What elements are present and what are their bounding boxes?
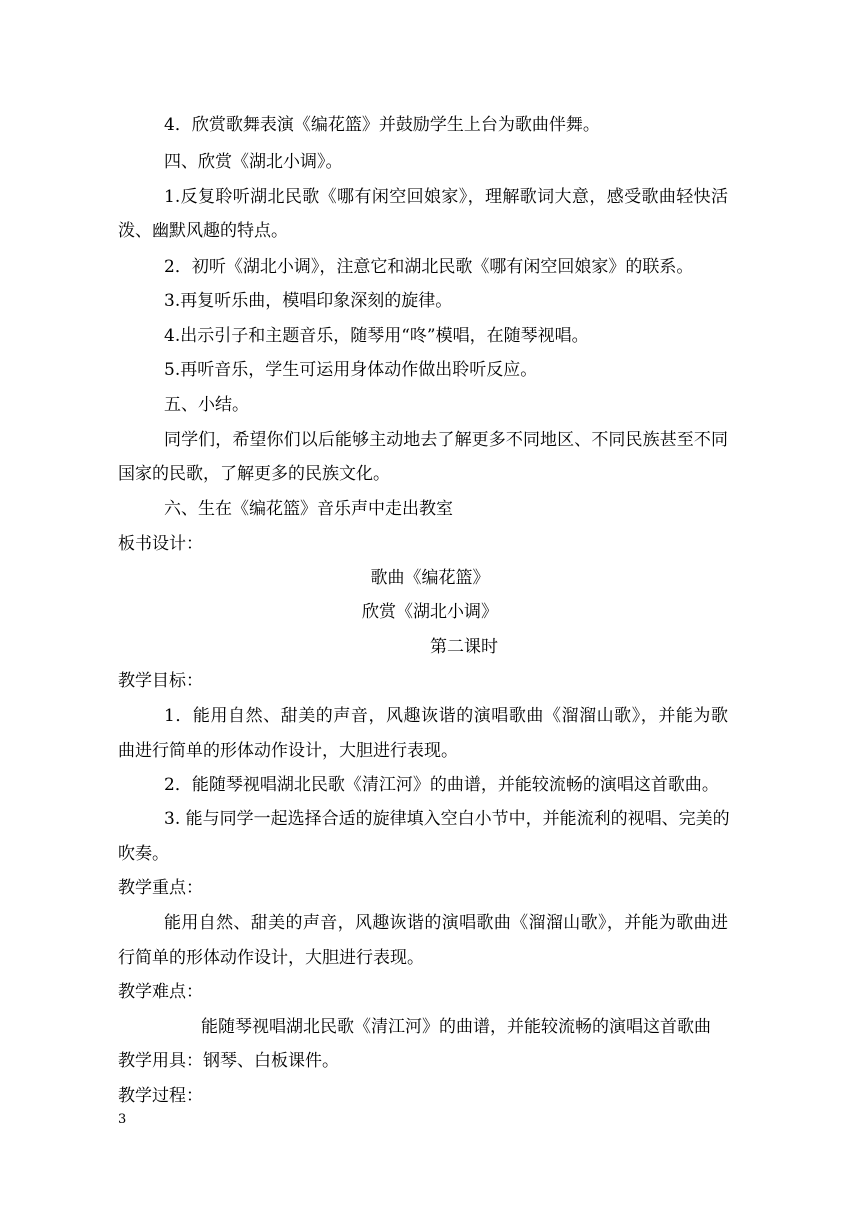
paragraph: 3. 能与同学一起选择合适的旋律填入空白小节中，并能流利的视唱、完美的 [164,809,730,829]
paragraph: 泼、幽默风趣的特点。 [118,221,288,241]
lesson-title: 第二课时 [430,637,498,657]
paragraph: 国家的民歌，了解更多的民族文化。 [118,464,390,484]
paragraph: 5.再听音乐，学生可运用身体动作做出聆听反应。 [164,360,538,380]
label: 教学重点： [118,878,203,898]
paragraph: 4．欣赏歌舞表演《编花篮》并鼓励学生上台为歌曲伴舞。 [164,115,600,135]
page-number: 3 [118,1112,127,1127]
label: 教学目标： [118,671,203,691]
section-heading: 五、小结。 [164,395,249,415]
paragraph: 曲进行简单的形体动作设计，大胆进行表现。 [118,741,458,761]
paragraph: 2．能随琴视唱湖北民歌《清江河》的曲谱，并能较流畅的演唱这首歌曲。 [164,775,719,795]
paragraph: 能随琴视唱湖北民歌《清江河》的曲谱，并能较流畅的演唱这首歌曲 [201,1017,711,1037]
paragraph: 教学用具：钢琴、白板课件。 [118,1051,339,1071]
section-heading: 四、欣赏《湖北小调》。 [164,152,343,172]
label: 教学难点： [118,982,203,1002]
paragraph: 4.出示引子和主题音乐，随琴用“咚”模唱，在随琴视唱。 [164,326,589,346]
paragraph: 吹奏。 [118,844,169,864]
paragraph: 3.再复听乐曲，模唱印象深刻的旋律。 [164,291,453,311]
paragraph: 1．能用自然、甜美的声音，风趣诙谐的演唱歌曲《溜溜山歌》，并能为歌 [164,706,728,726]
label: 教学过程： [118,1086,203,1106]
paragraph: 行简单的形体动作设计，大胆进行表现。 [118,948,424,968]
board-line: 歌曲《编花篮》 [370,568,490,588]
paragraph: 同学们，希望你们以后能够主动地去了解更多不同地区、不同民族甚至不同 [164,430,728,450]
paragraph: 能用自然、甜美的声音，风趣诙谐的演唱歌曲《溜溜山歌》，并能为歌曲进 [164,913,728,933]
paragraph: 1.反复聆听湖北民歌《哪有闲空回娘家》，理解歌词大意，感受歌曲轻快活 [164,187,728,207]
paragraph: 2．初听《湖北小调》，注意它和湖北民歌《哪有闲空回娘家》的联系。 [164,257,694,277]
board-line: 欣赏《湖北小调》 [362,602,498,622]
section-heading: 六、生在《编花篮》音乐声中走出教室 [164,499,453,519]
label: 板书设计： [118,534,203,554]
